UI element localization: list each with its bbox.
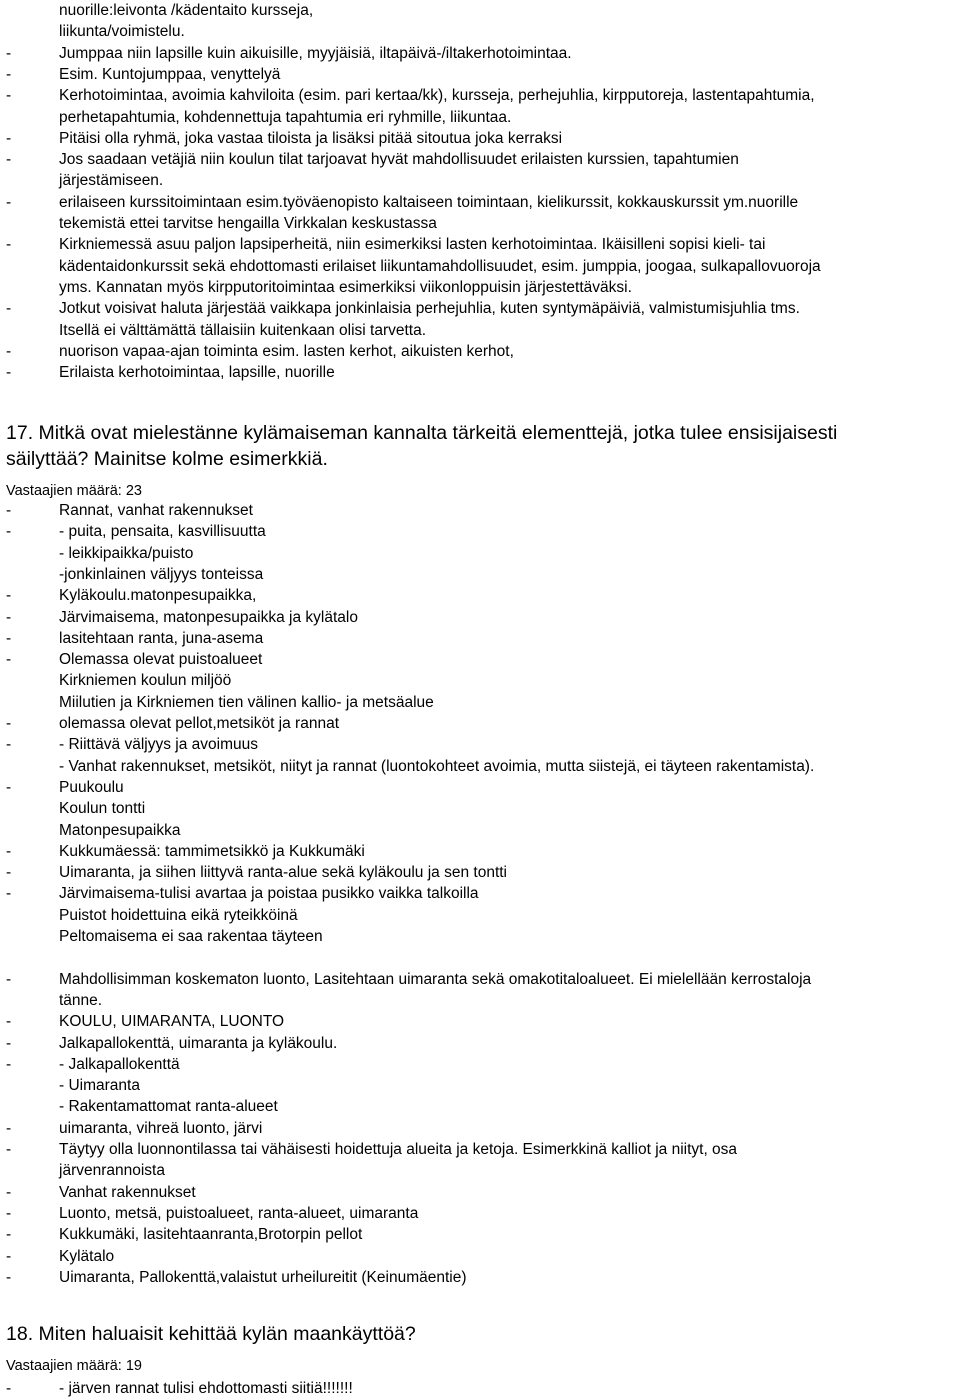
answer-text: Puistot hoidettuina eikä ryteikköinä bbox=[59, 906, 298, 924]
list-dash: - bbox=[6, 864, 12, 882]
answer-text: -jonkinlainen väljyys tonteissa bbox=[59, 565, 264, 583]
list-dash: - bbox=[6, 342, 12, 360]
list-dash: - bbox=[6, 651, 12, 669]
answer-text: kädentaidonkurssit sekä ehdottomasti erilaiset liikuntamahdollisuudet, esim. jumppia, joogaa, sulkapallovuoroja bbox=[59, 257, 821, 275]
answer-text: Matonpesupaikka bbox=[59, 821, 181, 839]
list-dash: - bbox=[6, 129, 12, 147]
answer-text: - järven rannat tulisi ehdottomasti siitiä!!!!!!! bbox=[59, 1380, 353, 1397]
answer-text: Kukkumäessä: tammimetsikkö ja Kukkumäki bbox=[59, 842, 365, 860]
list-dash: - bbox=[6, 151, 12, 169]
answer-text: Kukkumäki, lasitehtaanranta,Brotorpin pellot bbox=[59, 1226, 363, 1244]
list-dash: - bbox=[6, 87, 12, 105]
answer-text: olemassa olevat pellot,metsiköt ja rannat bbox=[59, 715, 340, 732]
list-dash: - bbox=[6, 364, 12, 382]
question-18-respondent-count: Vastaajien määrä: 19 bbox=[6, 1358, 142, 1374]
answer-text: Peltomaisema ei saa rakentaa täyteen bbox=[59, 928, 323, 945]
answer-text: Jalkapallokenttä, uimaranta ja kyläkoulu. bbox=[59, 1034, 338, 1052]
answer-text: Kerhotoimintaa, avoimia kahviloita (esim. pari kertaa/kk), kursseja, perhejuhlia, kirpputoreja, lastentapahtumia, bbox=[59, 87, 815, 105]
answer-text: Pitäisi olla ryhmä, joka vastaa tiloista ja lisäksi pitää sitoutua joka kerraksi bbox=[59, 129, 563, 147]
answer-text: - leikkipaikka/puisto bbox=[59, 544, 194, 562]
answer-text: järjestämiseen. bbox=[59, 172, 164, 190]
answer-text: Jotkut voisivat haluta järjestää vaikkapa jonkinlaisia perhejuhlia, kuten syntymäpäiviä, valmistumisjuhlia tms. bbox=[59, 300, 800, 318]
answer-text: Kylätalo bbox=[59, 1247, 115, 1265]
answer-text: erilaiseen kurssitoimintaan esim.työväenopisto kaltaiseen toimintaan, kielikurssit, kokkauskurssit ym.nuorille bbox=[59, 193, 799, 211]
answer-text: Koulun tontti bbox=[59, 800, 146, 818]
list-dash: - bbox=[6, 842, 12, 860]
answer-text: Uimaranta, ja siihen liittyvä ranta-alue sekä kyläkoulu ja sen tontti bbox=[59, 864, 508, 882]
answer-text: KOULU, UIMARANTA, LUONTO bbox=[59, 1013, 285, 1031]
list-dash: - bbox=[6, 608, 12, 626]
list-dash: - bbox=[6, 587, 12, 605]
list-dash: - bbox=[6, 1034, 12, 1052]
answer-text: - Rakentamattomat ranta-alueet bbox=[59, 1098, 278, 1116]
answer-text: Miilutien ja Kirkniemen tien välinen kallio- ja metsäalue bbox=[59, 693, 434, 711]
answer-text: Luonto, metsä, puistoalueet, ranta-alueet, uimaranta bbox=[59, 1204, 419, 1222]
answer-text: Jumppaa niin lapsille kuin aikuisille, myyjäisiä, iltapäivä-/iltakerhotoimintaa. bbox=[59, 44, 572, 62]
list-dash: - bbox=[6, 1268, 12, 1286]
question-17-respondent-count: Vastaajien määrä: 23 bbox=[6, 483, 142, 499]
answer-text: - Vanhat rakennukset, metsiköt, niityt ja rannat (luontokohteet avoimia, mutta siistejä, ei täyteen rakentamista). bbox=[59, 757, 815, 775]
list-dash: - bbox=[6, 1183, 12, 1201]
answer-text: Kirkniemen koulun miljöö bbox=[59, 672, 232, 690]
list-dash: - bbox=[6, 629, 12, 647]
answer-text: nuorille:leivonta /kädentaito kursseja, bbox=[59, 2, 314, 19]
question-18-title: 18. Miten haluaisit kehittää kylän maankäyttöä? bbox=[6, 1323, 416, 1345]
answer-text: - Jalkapallokenttä bbox=[59, 1055, 180, 1073]
list-dash: - bbox=[6, 523, 12, 541]
answer-text: lasitehtaan ranta, juna-asema bbox=[59, 629, 264, 647]
answer-text: Täytyy olla luonnontilassa tai vähäisesti hoidettuja alueita ja ketoja. Esimerkkinä kalliot ja niityt, osa bbox=[59, 1141, 738, 1158]
answer-text: Rannat, vanhat rakennukset bbox=[59, 502, 253, 519]
answer-text: uimaranta, vihreä luonto, järvi bbox=[59, 1119, 263, 1137]
list-dash: - bbox=[6, 193, 12, 211]
list-dash: - bbox=[6, 736, 12, 754]
list-dash: - bbox=[6, 65, 12, 83]
answer-text: Mahdollisimman koskematon luonto, Lasitehtaan uimaranta sekä omakotitaloalueet. Ei mielellään kerrostaloja bbox=[59, 970, 812, 988]
answer-text: yms. Kannatan myös kirpputoritoimintaa esimerkiksi viikonloppuisin järjestettäväksi. bbox=[59, 278, 632, 296]
answer-text: Kirkniemessä asuu paljon lapsiperheitä, niin esimerkiksi lasten kerhotoimintaa. Ikäisilleni sopisi kieli- tai bbox=[59, 236, 766, 254]
answer-text: Olemassa olevat puistoalueet bbox=[59, 651, 263, 669]
answer-text: nuorison vapaa-ajan toiminta esim. lasten kerhot, aikuisten kerhot, bbox=[59, 342, 514, 360]
answer-text: Jos saadaan vetäjiä niin koulun tilat tarjoavat hyvät mahdollisuudet erilaisten kurssien, tapahtumien bbox=[59, 151, 739, 169]
answer-text: Puukoulu bbox=[59, 778, 124, 796]
answer-text: tänne. bbox=[59, 991, 103, 1009]
answer-text: Esim. Kuntojumppaa, venyttelyä bbox=[59, 65, 281, 83]
list-dash: - bbox=[6, 1141, 12, 1158]
list-dash: - bbox=[6, 1055, 12, 1073]
answer-text: Uimaranta, Pallokenttä,valaistut urheilureitit (Keinumäentie) bbox=[59, 1268, 467, 1286]
answer-text: Erilaista kerhotoimintaa, lapsille, nuorille bbox=[59, 364, 335, 382]
answer-text: Järvimaisema-tulisi avartaa ja poistaa pusikko vaikka talkoilla bbox=[59, 885, 479, 903]
list-dash: - bbox=[6, 502, 12, 519]
list-dash: - bbox=[6, 1247, 12, 1265]
answer-text: liikunta/voimistelu. bbox=[59, 23, 185, 41]
answer-text: Järvimaisema, matonpesupaikka ja kylätalo bbox=[59, 608, 358, 626]
answer-text: Itsellä ei välttämättä tällaisiin kuitenkaan olisi tarvetta. bbox=[59, 321, 427, 339]
answer-text: - Uimaranta bbox=[59, 1077, 140, 1095]
list-dash: - bbox=[6, 44, 12, 62]
list-dash: - bbox=[6, 885, 12, 903]
list-dash: - bbox=[6, 236, 12, 254]
answer-text: - Riittävä väljyys ja avoimuus bbox=[59, 736, 258, 754]
list-dash: - bbox=[6, 1226, 12, 1244]
list-dash: - bbox=[6, 300, 12, 318]
answer-text: Vanhat rakennukset bbox=[59, 1183, 196, 1201]
list-dash: - bbox=[6, 1013, 12, 1031]
question-17-title-line1: 17. Mitkä ovat mielestänne kylämaiseman kannalta tärkeitä elementtejä, jotka tulee ensisijaisesti bbox=[6, 422, 838, 444]
list-dash: - bbox=[6, 715, 12, 732]
answer-text: Kyläkoulu.matonpesupaikka, bbox=[59, 587, 257, 605]
list-dash: - bbox=[6, 778, 12, 796]
question-17-title-line2: säilyttää? Mainitse kolme esimerkkiä. bbox=[6, 448, 328, 470]
answer-text: - puita, pensaita, kasvillisuutta bbox=[59, 523, 266, 541]
answer-text: perhetapahtumia, kohdennettuja tapahtumia eri ryhmille, liikuntaa. bbox=[59, 108, 512, 126]
list-dash: - bbox=[6, 1380, 12, 1397]
list-dash: - bbox=[6, 1119, 12, 1137]
list-dash: - bbox=[6, 970, 12, 988]
list-dash: - bbox=[6, 1204, 12, 1222]
answer-text: järvenrannoista bbox=[59, 1162, 165, 1180]
answer-text: tekemistä ettei tarvitse hengailla Virkkalan keskustassa bbox=[59, 215, 437, 232]
